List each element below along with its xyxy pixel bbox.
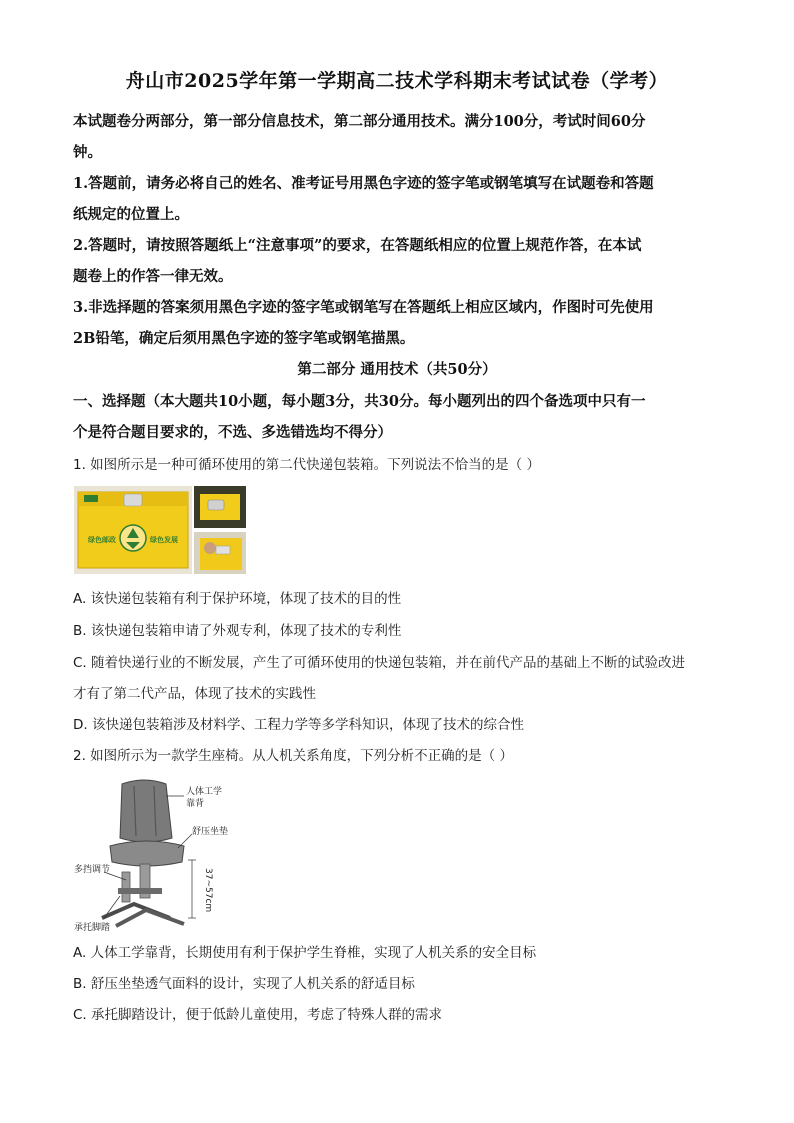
choice-heading-line-1: 一、选择题（本大题共10小题，每小题3分，共30分。每小题列出的四个备选项中只有一 — [73, 393, 646, 410]
question-2-option-c: C. 承托脚踏设计，便于低龄儿童使用，考虑了特殊人群的需求 — [73, 1007, 443, 1023]
question-1-option-c-line-2: 才有了第二代产品，体现了技术的实践性 — [73, 686, 316, 702]
instruction-3-line-2: 2B铅笔，确定后须用黑色字迹的签字笔或钢笔描黑。 — [73, 330, 415, 347]
backrest-shape — [120, 780, 172, 842]
instruction-1-line-2: 纸规定的位置上。 — [73, 206, 189, 223]
intro-line-1: 本试题卷分两部分，第一部分信息技术，第二部分通用技术。满分100分，考试时间60分 — [73, 113, 646, 130]
student-chair-diagram — [74, 776, 234, 932]
label-height: 37~57cm — [203, 868, 213, 913]
instruction-1-line-1: 1.答题前，请务必将自己的姓名、准考证号用黑色字迹的签字笔或钢笔填写在试题卷和答题 — [73, 175, 654, 192]
instruction-3-line-1: 3.非选择题的答案须用黑色字迹的签字笔或钢笔写在答题纸上相应区域内，作图时可先使用 — [73, 299, 654, 316]
choice-heading-line-2: 个是符合题目要求的，不选、多选错选均不得分） — [73, 424, 392, 441]
hand-icon — [204, 542, 216, 554]
question-1-stem: 1. 如图所示是一种可循环使用的第二代快递包装箱。下列说法不恰当的是（ ） — [73, 457, 540, 473]
question-1-option-c-line-1: C. 随着快递行业的不断发展，产生了可循环使用的快递包装箱，并在前代产品的基础上不断的试验改进 — [73, 655, 686, 671]
intro-line-2: 钟。 — [73, 144, 102, 161]
box-lock-icon — [124, 494, 142, 506]
footrest-shape — [118, 888, 162, 894]
question-2-stem: 2. 如图所示为一款学生座椅。从人机关系角度，下列分析不正确的是（ ） — [73, 748, 513, 764]
exam-title: 舟山市2025学年第一学期高二技术学科期末考试试卷（学考） — [125, 70, 669, 92]
instruction-2-line-2: 题卷上的作答一律无效。 — [73, 268, 233, 285]
courier-box-photo — [74, 486, 246, 574]
part-two-title: 第二部分 通用技术（共50分） — [297, 361, 497, 378]
postal-logo-icon — [84, 495, 98, 502]
seat-cushion-shape — [110, 841, 184, 866]
box-text-right: 绿色发展 — [150, 536, 178, 544]
instruction-2-line-1: 2.答题时，请按照答题纸上“注意事项”的要求，在答题纸相应的位置上规范作答，在本试 — [73, 237, 642, 254]
question-1-option-d: D. 该快递包装箱涉及材料学、工程力学等多学科知识，体现了技术的综合性 — [73, 717, 524, 733]
question-1-option-b: B. 该快递包装箱申请了外观专利，体现了技术的专利性 — [73, 623, 402, 639]
label-adjust: 多挡调节 — [74, 865, 111, 875]
question-2-option-b: B. 舒压坐垫透气面料的设计，实现了人机关系的舒适目标 — [73, 976, 415, 992]
box-text-left: 绿色邮政 — [88, 536, 116, 544]
label-backrest-1: 人体工学 — [186, 787, 223, 797]
label-cushion: 舒压坐垫 — [192, 827, 229, 837]
question-2-option-a: A. 人体工学靠背，长期使用有利于保护学生脊椎，实现了人机关系的安全目标 — [73, 945, 537, 961]
question-1-option-a: A. 该快递包装箱有利于保护环境，体现了技术的目的性 — [73, 591, 402, 607]
label-footrest: 承托脚踏 — [74, 923, 111, 932]
label-backrest-2: 靠背 — [186, 799, 205, 809]
